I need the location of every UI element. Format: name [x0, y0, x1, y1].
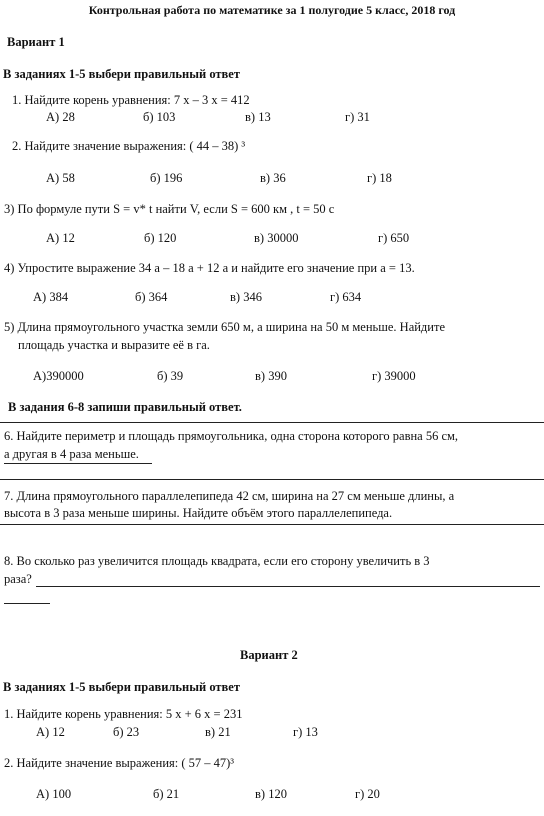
v1-q2-option-d: г) 18	[367, 171, 392, 185]
v1-question-7-line-1: 7. Длина прямоугольного параллелепипеда 42 см, ширина на 27 см меньше длины, а	[4, 489, 455, 503]
v1-q2-option-b: б) 196	[150, 171, 183, 185]
v1-q5-option-b: б) 39	[157, 369, 184, 383]
v1-q5-option-c: в) 390	[255, 369, 287, 383]
worksheet-title: Контрольная работа по математике за 1 полугодие 5 класс, 2018 год	[88, 3, 456, 17]
v2-q1-option-b: б) 23	[113, 725, 140, 739]
v1-question-5-line-1: 5) Длина прямоугольного участка земли 650 м, а ширина на 50 м меньше. Найдите	[4, 320, 445, 334]
divider	[0, 479, 544, 480]
v1-question-4: 4) Упростите выражение 34 а – 18 а + 12 а и найдите его значение при а = 13.	[4, 261, 415, 275]
v1-q1-option-b: б) 103	[143, 110, 176, 124]
divider	[0, 422, 544, 423]
answer-line	[36, 586, 540, 587]
v2-q1-option-a: А) 12	[36, 725, 65, 739]
v1-question-5-line-2: площадь участка и выразите её в га.	[18, 338, 210, 352]
v1-q1-option-c: в) 13	[245, 110, 271, 124]
v2-q1-option-d: г) 13	[293, 725, 318, 739]
v2-q2-option-c: в) 120	[255, 787, 287, 801]
v1-q5-option-a: А)390000	[33, 369, 84, 383]
v2-question-2: 2. Найдите значение выражения: ( 57 – 47)³	[4, 756, 235, 770]
v1-q3-option-c: в) 30000	[254, 231, 299, 245]
v1-q4-option-a: А) 384	[33, 290, 69, 304]
v1-q3-option-d: г) 650	[378, 231, 410, 245]
v1-q2-option-c: в) 36	[260, 171, 286, 185]
v1-question-6-line-2: а другая в 4 раза меньше.	[4, 447, 139, 461]
v2-q2-option-b: б) 21	[153, 787, 180, 801]
answer-line	[4, 463, 152, 464]
v1-question-6-line-1: 6. Найдите периметр и площадь прямоугольника, одна сторона которого равна 56 см,	[4, 429, 459, 443]
v1-q1-option-a: А) 28	[46, 110, 75, 124]
v1-q2-option-a: А) 58	[46, 171, 75, 185]
v1-question-7-line-2: высота в 3 раза меньше ширины. Найдите объём этого параллелепипеда.	[4, 506, 393, 520]
v1-q3-option-b: б) 120	[144, 231, 177, 245]
variant-2-heading: Вариант 2	[240, 648, 298, 662]
variant-1-section-1-instruction: В заданиях 1-5 выбери правильный ответ	[3, 67, 240, 81]
variant-2-section-1-instruction: В заданиях 1-5 выбери правильный ответ	[3, 680, 240, 694]
v1-question-8-line-1: 8. Во сколько раз увеличится площадь квадрата, если его сторону увеличить в 3	[4, 554, 430, 568]
v1-question-1: 1. Найдите корень уравнения: 7 х – 3 х = 412	[12, 93, 250, 107]
v1-q4-option-d: г) 634	[330, 290, 362, 304]
variant-1-section-2-instruction: В задания 6-8 запиши правильный ответ.	[8, 400, 242, 414]
v2-q1-option-c: в) 21	[205, 725, 231, 739]
answer-line	[4, 603, 50, 604]
divider	[0, 524, 544, 525]
v2-q2-option-a: А) 100	[36, 787, 72, 801]
v1-question-2: 2. Найдите значение выражения: ( 44 – 38) ³	[12, 139, 246, 153]
v1-q3-option-a: А) 12	[46, 231, 75, 245]
v2-q2-option-d: г) 20	[355, 787, 380, 801]
v2-question-1: 1. Найдите корень уравнения: 5 х + 6 х = 231	[4, 707, 243, 721]
v1-q4-option-c: в) 346	[230, 290, 262, 304]
v1-q4-option-b: б) 364	[135, 290, 168, 304]
v1-q1-option-d: г) 31	[345, 110, 370, 124]
v1-question-3: 3) По формуле пути S = v* t найти V, если S = 600 км , t = 50 с	[4, 202, 335, 216]
v1-question-8-line-2: раза?	[4, 572, 32, 586]
v1-q5-option-d: г) 39000	[372, 369, 416, 383]
variant-1-heading: Вариант 1	[7, 35, 65, 49]
